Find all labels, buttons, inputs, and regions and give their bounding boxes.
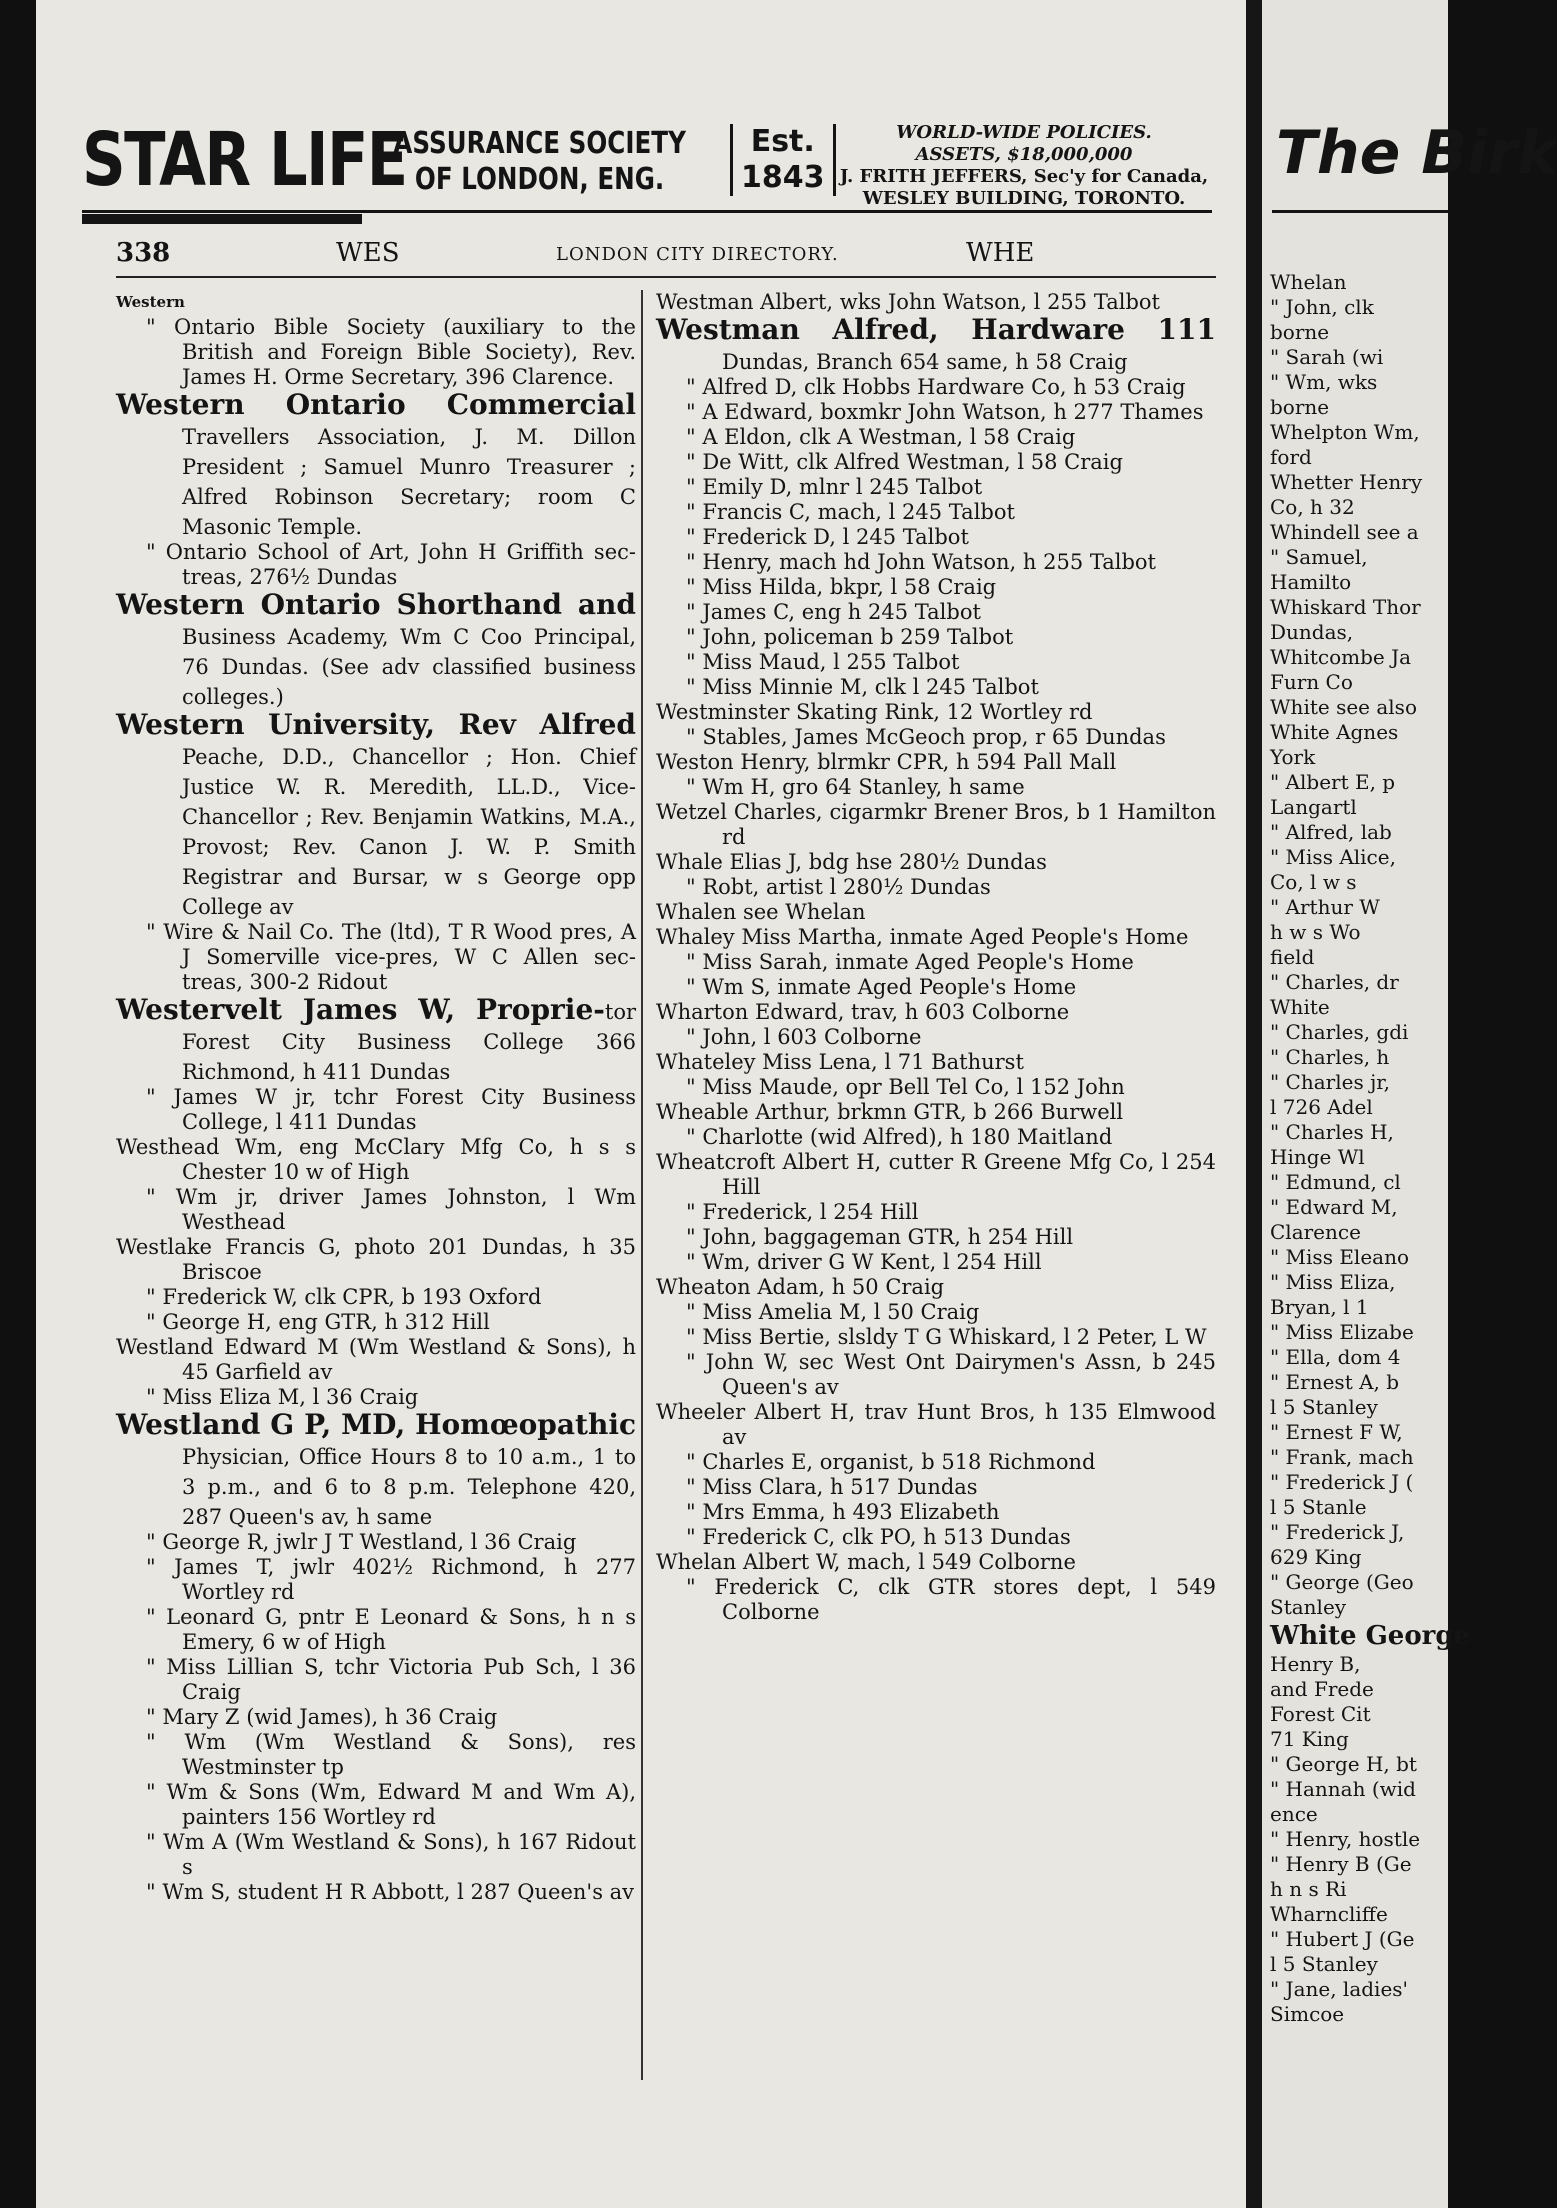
directory-entry: " Emily D, mlnr l 245 Talbot <box>686 475 983 499</box>
directory-entry: " Francis C, mach, l 245 Talbot <box>686 500 1015 524</box>
next-page-line: Wharncliffe <box>1270 1902 1388 1926</box>
directory-entry: " Miss Hilda, bkpr, l 58 Craig <box>686 575 997 599</box>
next-page-line: " Wm, wks <box>1270 370 1378 394</box>
page-number: 338 <box>116 238 171 268</box>
column-rule <box>641 290 643 2080</box>
next-page-line: York <box>1270 745 1316 769</box>
directory-entry: " Mary Z (wid James), h 36 Craig <box>146 1705 498 1729</box>
next-page-line: Henry B, <box>1270 1652 1361 1676</box>
next-page-line: Hinge Wl <box>1270 1145 1365 1169</box>
directory-entry: Wheable Arthur, brkmn GTR, b 266 Burwell <box>656 1100 1124 1124</box>
directory-entry: " Miss Maude, opr Bell Tel Co, l 152 John <box>686 1075 1125 1099</box>
directory-entry: Whelan Albert W, mach, l 549 Colborne <box>656 1550 1076 1574</box>
entry-detail: Dundas, Branch 654 same, h 58 Craig <box>722 350 1128 374</box>
directory-entry: " Charlotte (wid Alfred), h 180 Maitland <box>686 1125 1113 1149</box>
directory-entry: " Miss Eliza M, l 36 Craig <box>146 1385 419 1409</box>
directory-entry: " James W jr, tchr Forest City Business College, l 411 Dundas <box>146 1085 636 1134</box>
directory-entry: " De Witt, clk Alfred Westman, l 58 Craig <box>686 450 1123 474</box>
ad-society-line2: OF LONDON, ENG. <box>414 162 665 197</box>
ad-brand: STAR LIFE <box>82 117 407 203</box>
next-page-line: Clarence <box>1270 1220 1361 1244</box>
next-page-line: " Alfred, lab <box>1270 820 1392 844</box>
ad-established <box>730 124 836 196</box>
directory-entry: " James T, jwlr 402½ Richmond, h 277 Wortley rd <box>146 1555 636 1604</box>
next-page-line: l 5 Stanley <box>1270 1395 1378 1419</box>
directory-entry <box>116 590 636 710</box>
next-page-line: " Albert E, p <box>1270 770 1396 794</box>
directory-entry: " John, l 603 Colborne <box>686 1025 922 1049</box>
directory-title: LONDON CITY DIRECTORY. <box>556 244 839 265</box>
right-guide-word: WHE <box>966 238 1035 268</box>
entry-detail: Physician, Office Hours 8 to 10 a.m., 1 to 3 p.m., and 6 to 8 p.m. Telephone 420, 287 Queen's av, h same <box>182 1445 636 1529</box>
next-page-line: " John, clk <box>1270 295 1374 319</box>
ad-policies-line: WORLD-WIDE POLICIES. <box>896 122 1152 143</box>
next-page-line: " Samuel, <box>1270 545 1368 569</box>
next-page-line: field <box>1270 945 1315 969</box>
next-page-line: " Edward M, <box>1270 1195 1398 1219</box>
next-page-line: 629 King <box>1270 1545 1362 1569</box>
directory-entry: " Wm S, inmate Aged People's Home <box>686 975 1077 999</box>
directory-entry: " Miss Minnie M, clk l 245 Talbot <box>686 675 1039 699</box>
directory-entry: Weston Henry, blrmkr CPR, h 594 Pall Mall <box>656 750 1117 774</box>
directory-entry: " Miss Lillian S, tchr Victoria Pub Sch, l 36 Craig <box>146 1655 636 1704</box>
directory-entry <box>116 995 636 1085</box>
directory-entry: " A Eldon, clk A Westman, l 58 Craig <box>686 425 1076 449</box>
ad-est-label: Est. <box>750 124 815 159</box>
next-page-line: Co, h 32 <box>1270 495 1355 519</box>
directory-entry: Wheeler Albert H, trav Hunt Bros, h 135 Elmwood av <box>656 1400 1216 1449</box>
next-page-line: " Miss Alice, <box>1270 845 1396 869</box>
next-page-line: Whelan <box>1270 270 1347 294</box>
directory-entry: Westland Edward M (Wm Westland & Sons), h 45 Garfield av <box>116 1335 636 1384</box>
next-page-line: " Charles H, <box>1270 1120 1394 1144</box>
directory-entry: " Stables, James McGeoch prop, r 65 Dundas <box>686 725 1166 749</box>
next-page-line: " Hubert J (Ge <box>1270 1927 1415 1951</box>
directory-entry <box>116 1410 636 1530</box>
next-page-line: Stanley <box>1270 1595 1347 1619</box>
directory-entry: " A Edward, boxmkr John Watson, h 277 Thames <box>686 400 1204 424</box>
next-page-line: " Ella, dom 4 <box>1270 1345 1401 1369</box>
next-page-line: " Charles, h <box>1270 1045 1390 1069</box>
ad-bar <box>82 214 362 224</box>
next-page-line: " Jane, ladies' <box>1270 1977 1409 2001</box>
directory-entry: Wharton Edward, trav, h 603 Colborne <box>656 1000 1070 1024</box>
directory-entry: " Frederick D, l 245 Talbot <box>686 525 969 549</box>
left-guide-word: WES <box>336 238 400 268</box>
directory-entry: " Ontario Bible Society (auxiliary to the British and Foreign Bible Society), Rev. James H. Orme Secretary, 396 Clarence. <box>146 315 636 389</box>
next-page-line: l 5 Stanle <box>1270 1495 1367 1519</box>
ad-rule <box>82 210 1212 213</box>
directory-entry: Westminster Skating Rink, 12 Wortley rd <box>656 700 1093 724</box>
next-page-line: 71 King <box>1270 1727 1349 1751</box>
directory-entry: " Miss Clara, h 517 Dundas <box>686 1475 978 1499</box>
running-head <box>116 238 1236 278</box>
next-page-rule <box>1272 210 1448 213</box>
entry-heading: Westland G P, MD, Homœopathic <box>116 1408 636 1441</box>
next-page-line: h n s Ri <box>1270 1877 1347 1901</box>
entry-heading: Westervelt James W, Proprie- <box>116 993 605 1026</box>
page-gutter <box>1246 0 1262 2208</box>
directory-entry: " Wm H, gro 64 Stanley, h same <box>686 775 1025 799</box>
next-page-line: " Ernest A, b <box>1270 1370 1400 1394</box>
ad-society <box>392 126 687 198</box>
next-page-line: Whindell see a <box>1270 520 1419 544</box>
directory-entry: " George R, jwlr J T Westland, l 36 Craig <box>146 1530 577 1554</box>
entry-detail: Peache, D.D., Chancellor ; Hon. Chief Justice W. R. Meredith, LL.D., Vice-Chancellor ; Rev. Benjamin Watkins, M.A., Provost; Rev. Canon J. W. P. Smith Registrar and Bursar, w s George opp College av <box>182 745 636 919</box>
directory-entry: " Wm S, student H R Abbott, l 287 Queen's av <box>146 1880 635 1904</box>
next-page-line: Whiskard Thor <box>1270 595 1421 619</box>
directory-entry: " Wm (Wm Westland & Sons), res Westminster tp <box>146 1730 636 1779</box>
directory-entry: " Miss Bertie, slsldy T G Whiskard, l 2 Peter, L W <box>686 1325 1207 1349</box>
directory-entry: Wheatcroft Albert H, cutter R Greene Mfg Co, l 254 Hill <box>656 1150 1216 1199</box>
ad-secretary-line: J. FRITH JEFFERS, Sec'y for Canada, <box>839 166 1209 187</box>
directory-page <box>36 0 1246 2208</box>
directory-entry: Whalen see Whelan <box>656 900 866 924</box>
next-page-line: " Sarah (wi <box>1270 345 1384 369</box>
directory-entry: " Henry, mach hd John Watson, h 255 Talbot <box>686 550 1156 574</box>
directory-entry: Westlake Francis G, photo 201 Dundas, h 35 Briscoe <box>116 1235 636 1284</box>
directory-entry: " Wire & Nail Co. The (ltd), T R Wood pres, A J Somerville vice-pres, W C Allen sec-treas, 300-2 Ridout <box>146 920 636 994</box>
ad-society-line1: ASSURANCE SOCIETY <box>393 126 686 161</box>
next-page-line: " Miss Eliza, <box>1270 1270 1396 1294</box>
directory-entry: " Frederick C, clk PO, h 513 Dundas <box>686 1525 1071 1549</box>
next-page-line: " Arthur W <box>1270 895 1380 919</box>
left-column <box>116 290 636 1905</box>
entry-detail: Travellers Association, J. M. Dillon President ; Samuel Munro Treasurer ; Alfred Robinson Secretary; room C Masonic Temple. <box>182 425 636 539</box>
entry-detail: tor Forest City Business College 366 Richmond, h 411 Dundas <box>182 1000 636 1084</box>
ad-est-year: 1843 <box>741 160 825 195</box>
ad-building-line: WESLEY BUILDING, TORONTO. <box>862 188 1186 209</box>
directory-entry: " Miss Amelia M, l 50 Craig <box>686 1300 980 1324</box>
directory-entry <box>116 710 636 920</box>
directory-entry: " Frederick W, clk CPR, b 193 Oxford <box>146 1285 542 1309</box>
directory-entry: " Frederick, l 254 Hill <box>686 1200 919 1224</box>
next-page-line: " Charles jr, <box>1270 1070 1390 1094</box>
next-page-line: ence <box>1270 1802 1318 1826</box>
entry-heading: Western Ontario Commercial <box>116 388 636 421</box>
next-page-line: " Hannah (wid <box>1270 1777 1416 1801</box>
next-page-line: " Frank, mach <box>1270 1445 1414 1469</box>
directory-entry: Whaley Miss Martha, inmate Aged People's Home <box>656 925 1189 949</box>
entry-heading: Western University, Rev Alfred <box>116 708 636 741</box>
next-page-line: Whitcombe Ja <box>1270 645 1412 669</box>
next-page-line: and Frede <box>1270 1677 1374 1701</box>
next-page-line: " George H, bt <box>1270 1752 1417 1776</box>
directory-entry <box>116 390 636 540</box>
next-page-line: Co, l w s <box>1270 870 1357 894</box>
directory-entry: " Mrs Emma, h 493 Elizabeth <box>686 1500 1000 1524</box>
directory-entry: " James C, eng h 245 Talbot <box>686 600 981 624</box>
directory-entry: " Charles E, organist, b 518 Richmond <box>686 1450 1096 1474</box>
head-rule <box>116 276 1216 278</box>
ad-policies <box>834 122 1214 210</box>
next-page-line: White <box>1270 995 1330 1019</box>
ad-assets-line: ASSETS, $18,000,000 <box>915 144 1133 165</box>
next-page-line: l 726 Adel <box>1270 1095 1373 1119</box>
directory-entry: " Wm & Sons (Wm, Edward M and Wm A), painters 156 Wortley rd <box>146 1780 636 1829</box>
next-page-line: Forest Cit <box>1270 1702 1371 1726</box>
next-page-line: " Henry, hostle <box>1270 1827 1421 1851</box>
directory-entry: Whateley Miss Lena, l 71 Bathurst <box>656 1050 1024 1074</box>
next-page-line: h w s Wo <box>1270 920 1361 944</box>
entry-heading: Westman Alfred, Hardware 111 <box>656 313 1216 346</box>
next-page-line: White Agnes <box>1270 720 1399 744</box>
next-page-line: " Frederick J ( <box>1270 1470 1414 1494</box>
next-page-fragment <box>1262 0 1557 2208</box>
next-page-line: borne <box>1270 320 1330 344</box>
next-page-line: " Charles, dr <box>1270 970 1399 994</box>
directory-entry: Wetzel Charles, cigarmkr Brener Bros, b 1 Hamilton rd <box>656 800 1216 849</box>
directory-entry: " George H, eng GTR, h 312 Hill <box>146 1310 490 1334</box>
next-page-line: Simcoe <box>1270 2002 1345 2026</box>
directory-entry: " Robt, artist l 280½ Dundas <box>686 875 991 899</box>
directory-entry: " John, baggageman GTR, h 254 Hill <box>686 1225 1074 1249</box>
directory-entry: " Wm, driver G W Kent, l 254 Hill <box>686 1250 1042 1274</box>
next-page-line: " Miss Eleano <box>1270 1245 1409 1269</box>
directory-entry: " Ontario School of Art, John H Griffith sec-treas, 276½ Dundas <box>146 540 636 589</box>
next-page-line: " George (Geo <box>1270 1570 1414 1594</box>
directory-entry: Westman Albert, wks John Watson, l 255 Talbot <box>656 290 1160 314</box>
next-page-line: " Charles, gdi <box>1270 1020 1409 1044</box>
right-column <box>656 290 1216 1625</box>
next-page-line: White George <box>1270 1621 1471 1651</box>
directory-entry: " Wm jr, driver James Johnston, l Wm Westhead <box>146 1185 636 1234</box>
entry-heading: Western Ontario Shorthand and <box>116 588 636 621</box>
directory-entry: Wheaton Adam, h 50 Craig <box>656 1275 945 1299</box>
next-page-line: Furn Co <box>1270 670 1353 694</box>
next-page-line: Whetter Henry <box>1270 470 1423 494</box>
directory-entry: Westhead Wm, eng McClary Mfg Co, h s s Chester 10 w of High <box>116 1135 636 1184</box>
directory-entry: Whale Elias J, bdg hse 280½ Dundas <box>656 850 1047 874</box>
next-page-entries <box>1270 270 1470 2027</box>
next-page-line: Hamilto <box>1270 570 1352 594</box>
directory-entry: " John W, sec West Ont Dairymen's Assn, b 245 Queen's av <box>686 1350 1216 1399</box>
next-page-line: l 5 Stanley <box>1270 1952 1378 1976</box>
directory-entry: " Miss Sarah, inmate Aged People's Home <box>686 950 1134 974</box>
next-page-line: borne <box>1270 395 1330 419</box>
next-page-line: " Miss Elizabe <box>1270 1320 1414 1344</box>
next-page-line: " Frederick J, <box>1270 1520 1405 1544</box>
next-page-line: Langartl <box>1270 795 1357 819</box>
next-page-line: " Edmund, cl <box>1270 1170 1401 1194</box>
directory-entry: " Frederick C, clk GTR stores dept, l 549 Colborne <box>686 1575 1216 1624</box>
entry-detail: Business Academy, Wm C Coo Principal, 76 Dundas. (See adv classified business colleges.) <box>182 625 636 709</box>
directory-entry: " Wm A (Wm Westland & Sons), h 167 Ridout s <box>146 1830 636 1879</box>
next-page-line: " Henry B (Ge <box>1270 1852 1412 1876</box>
next-page-header: The Birk <box>1276 118 1557 188</box>
directory-entry: " Alfred D, clk Hobbs Hardware Co, h 53 Craig <box>686 375 1186 399</box>
next-page-line: Dundas, <box>1270 620 1354 644</box>
directory-entry: " Miss Maud, l 255 Talbot <box>686 650 960 674</box>
next-page-line: ford <box>1270 445 1312 469</box>
directory-entry: " John, policeman b 259 Talbot <box>686 625 1014 649</box>
directory-entry: Western <box>116 293 185 311</box>
next-page-line: Whelpton Wm, <box>1270 420 1420 444</box>
next-page-line: White see also <box>1270 695 1417 719</box>
next-page-line: Bryan, l 1 <box>1270 1295 1369 1319</box>
directory-entry <box>656 315 1216 375</box>
next-page-line: " Ernest F W, <box>1270 1420 1403 1444</box>
directory-entry: " Leonard G, pntr E Leonard & Sons, h n s Emery, 6 w of High <box>146 1605 636 1654</box>
